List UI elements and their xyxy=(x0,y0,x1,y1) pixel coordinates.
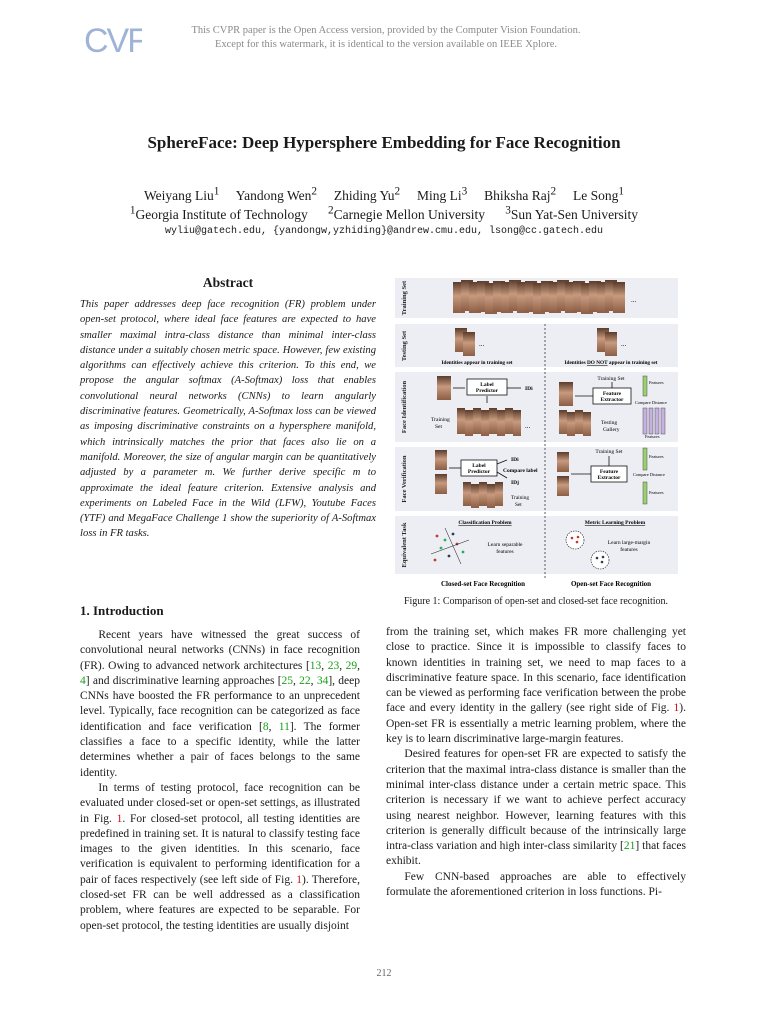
citation-link[interactable]: 13 xyxy=(309,659,322,672)
label-predictor-text: Label xyxy=(472,463,486,469)
cvf-logo xyxy=(84,22,142,63)
identities-not-label: Identities DO NOT appear in training set xyxy=(564,360,658,366)
citation-link[interactable]: 34 xyxy=(316,674,329,687)
probe-face xyxy=(557,476,569,496)
training-face-strip-small xyxy=(457,408,521,436)
identities-in-label: Identities appear in training set xyxy=(441,360,513,366)
open-set-label: Open-set Face Recognition xyxy=(570,580,652,588)
test-face xyxy=(463,332,475,356)
classification-problem-label: Classification Problem xyxy=(458,520,512,526)
affiliation: $^3$Sun Yat-Sen University xyxy=(505,204,639,222)
watermark xyxy=(166,24,606,52)
row-label: Training Set xyxy=(401,280,408,316)
learn-large-margin-text: features xyxy=(620,547,638,553)
paper-title: SphereFace: Deep Hypersphere Embedding for Face Recognition xyxy=(147,133,621,152)
author-emails: wyliu@gatech.edu, {yandongw,yzhiding}@andrew.cmu.edu, lsong@cc.gatech.edu xyxy=(164,226,604,237)
id-label: IDj xyxy=(511,480,519,486)
author: Zhiding Yu$^2$ xyxy=(333,185,401,203)
intro-paragraph-2: In terms of testing protocol, face recognition can be evaluated under closed-set or open-set settings, as illustrated in Fig. 1. For closed-set protocol, all testing identities are predefined in training set. It is natural to classify testing face images to the given identities. In this scenario, face verification is equivalent to performing identification for a pair of faces respectively (see left side of Fig. 1). Therefore, closed-set FR can be well addressed as a classification problem, where features are expected to be separable. For open-set protocol, the testing identities are usually disjoint xyxy=(80,781,361,932)
column-left xyxy=(80,628,360,934)
probe-face xyxy=(435,450,447,470)
learn-separable-text: features xyxy=(496,549,514,555)
citation-link[interactable]: 8 xyxy=(262,720,269,733)
column-right xyxy=(386,625,686,900)
training-face-strip-small xyxy=(463,482,503,508)
intro-paragraph-4: Desired features for open-set FR are expected to satisfy the criterion that the maximal intra-class distance is smaller than the minimal inter-class distance under a certain metric space. This criterion is necessary if we want to achieve perfect accuracy using nearest neighbor. However, learning features with this criterion is generally difficult because of the intrinsically large intra-class variation and high inter-class similarity [21] that faces exhibit. xyxy=(386,748,686,868)
learn-large-margin-text: Learn large-margin xyxy=(607,540,651,546)
compare-label: Compare label xyxy=(503,468,538,474)
ellipsis: ... xyxy=(525,422,531,430)
figure-1 xyxy=(395,278,678,590)
features-label: Features xyxy=(649,380,664,385)
citation-link[interactable]: 4 xyxy=(80,674,86,687)
label-predictor-text: Label xyxy=(480,382,494,388)
abstract-text: This paper addresses deep face recognition (FR) problem under open-set protocol, where ideal face features are expected to have smaller maximal intra-class distance than minimal inter-class distance under a suitably chosen metric space. However, few existing algorithms can effectively achieve this criterion. To this end, we propose the angular softmax (A-Softmax) loss that enables convolutional neural networks (CNNs) to learn angularly discriminative features. Geometrically, A-Softmax loss can be viewed as imposing discriminative constraints on a hypersphere manifold, which intrinsically matches the prior that faces also lie on a manifold. Moreover, the size of angular margin can be quantitatively adjusted by a parameter m. We further derive specific m to approximate the ideal feature criterion. Extensive analysis and experiments on Labeled Face in the Wild (LFW), Youtube Faces (YTF) and MegaFace Challenge 1 show the superiority of A-Softmax loss in FR tasks. xyxy=(80,299,376,540)
section-heading-introduction: 1. Introduction xyxy=(80,603,164,618)
citation-link[interactable]: 23 xyxy=(327,659,340,672)
id-label: IDi xyxy=(511,457,519,463)
figure-caption: Figure 1: Comparison of open-set and closed-set face recognition. xyxy=(403,596,669,607)
author: Bhiksha Raj$^2$ xyxy=(484,185,557,203)
watermark-line1: This CVPR paper is the Open Access version, provided by the Computer Vision Foundation. xyxy=(191,25,581,36)
figure-reference-link[interactable]: 1 xyxy=(116,812,123,825)
compare-distance-label: Compare Distance xyxy=(635,400,667,405)
affiliation: $^2$Carnegie Mellon University xyxy=(327,204,486,222)
testing-gallery-text: Gallery xyxy=(603,427,620,433)
probe-face xyxy=(435,474,447,494)
testing-gallery-text: Testing xyxy=(601,420,618,426)
learn-separable-text: Learn separable xyxy=(487,542,523,548)
figure-reference-link[interactable]: 1 xyxy=(296,873,303,886)
citation-link[interactable]: 11 xyxy=(278,720,290,733)
page-number: 212 xyxy=(376,968,392,979)
affiliation-list xyxy=(0,204,768,223)
training-set-text: Training xyxy=(511,495,530,501)
probe-face xyxy=(557,452,569,472)
svg-text:CVF: CVF xyxy=(84,22,142,58)
feature-extractor-text: Extractor xyxy=(600,397,624,403)
training-set-label: Training Set xyxy=(597,376,625,382)
row-label: Testing Set xyxy=(401,330,408,362)
training-set-text: Training xyxy=(431,417,450,423)
gallery-faces xyxy=(559,410,591,436)
features-label: Features xyxy=(649,490,664,495)
closed-set-label: Closed-set Face Recognition xyxy=(441,580,525,588)
label-predictor-text: Predictor xyxy=(475,388,499,394)
citation-link[interactable]: 21 xyxy=(623,840,636,853)
author-list xyxy=(0,185,768,204)
training-set-label: Training Set xyxy=(595,449,623,455)
citation-link[interactable]: 25 xyxy=(281,674,294,687)
feature-extractor-text: Feature xyxy=(599,469,619,475)
watermark-line2: Except for this watermark, it is identical to the version available on IEEE Xplore. xyxy=(214,39,557,50)
author: Ming Li$^3$ xyxy=(417,185,468,203)
training-set-text: Set xyxy=(435,424,443,430)
metric-learning-problem-label: Metric Learning Problem xyxy=(584,520,646,526)
row-label: Face Verification xyxy=(401,455,408,503)
ellipsis: ... xyxy=(631,296,637,304)
feature-extractor-text: Extractor xyxy=(597,475,621,481)
intro-paragraph-3: from the training set, which makes FR more challenging yet close to practice. Since it is impossible to classify faces to known identities in training set, we need to map faces to a discriminative feature space. In this scenario, face identification can be viewed as performing face verification between the probe face and every identity in the gallery (see right side of Fig. 1). Open-set FR is essentially a metric learning problem, where the key is to learn discriminative large-margin features. xyxy=(386,626,686,746)
label-predictor-text: Predictor xyxy=(467,469,491,475)
author: Yandong Wen$^2$ xyxy=(235,185,318,203)
test-face xyxy=(605,332,617,356)
citation-link[interactable]: 29 xyxy=(345,659,358,672)
row-label: Equivalent Task xyxy=(401,522,408,568)
author: Weiyang Liu$^1$ xyxy=(143,185,220,203)
ellipsis: ... xyxy=(479,340,485,348)
probe-face xyxy=(437,376,451,400)
features-label: Features xyxy=(645,434,660,439)
ellipsis: ... xyxy=(621,340,627,348)
intro-paragraph-1: Recent years have witnessed the great success of convolutional neural networks (CNNs) in face recognition (FR). Owing to advanced network architectures [13, 23, 29, 4] and discriminative learning approaches [25, 22, 34], deep CNNs have boosted the FR performance to an unprecedent level. Typically, face recognition can be categorized as face identification and face verification [8, 11]. The former classifies a face to a specific identity, while the latter determines whether a pair of faces belongs to the same identity. xyxy=(80,629,360,779)
citation-link[interactable]: 22 xyxy=(299,674,311,687)
intro-paragraph-5: Few CNN-based approaches are able to effectively formulate the aforementioned criterion in loss functions. Pi- xyxy=(386,870,686,899)
row-label: Face Identification xyxy=(401,380,408,434)
compare-distance-label: Compare Distance xyxy=(633,472,665,477)
figure-reference-link[interactable]: 1 xyxy=(673,702,680,715)
training-face-strip xyxy=(453,280,625,314)
feature-extractor-text: Feature xyxy=(602,391,622,397)
abstract-heading: Abstract xyxy=(202,275,254,290)
id-label: IDi xyxy=(525,386,533,392)
training-set-text: Set xyxy=(515,502,522,508)
author: Le Song$^1$ xyxy=(573,185,625,203)
affiliation: $^1$Georgia Institute of Technology xyxy=(129,204,308,222)
features-label: Features xyxy=(649,454,664,459)
probe-face xyxy=(559,382,573,406)
